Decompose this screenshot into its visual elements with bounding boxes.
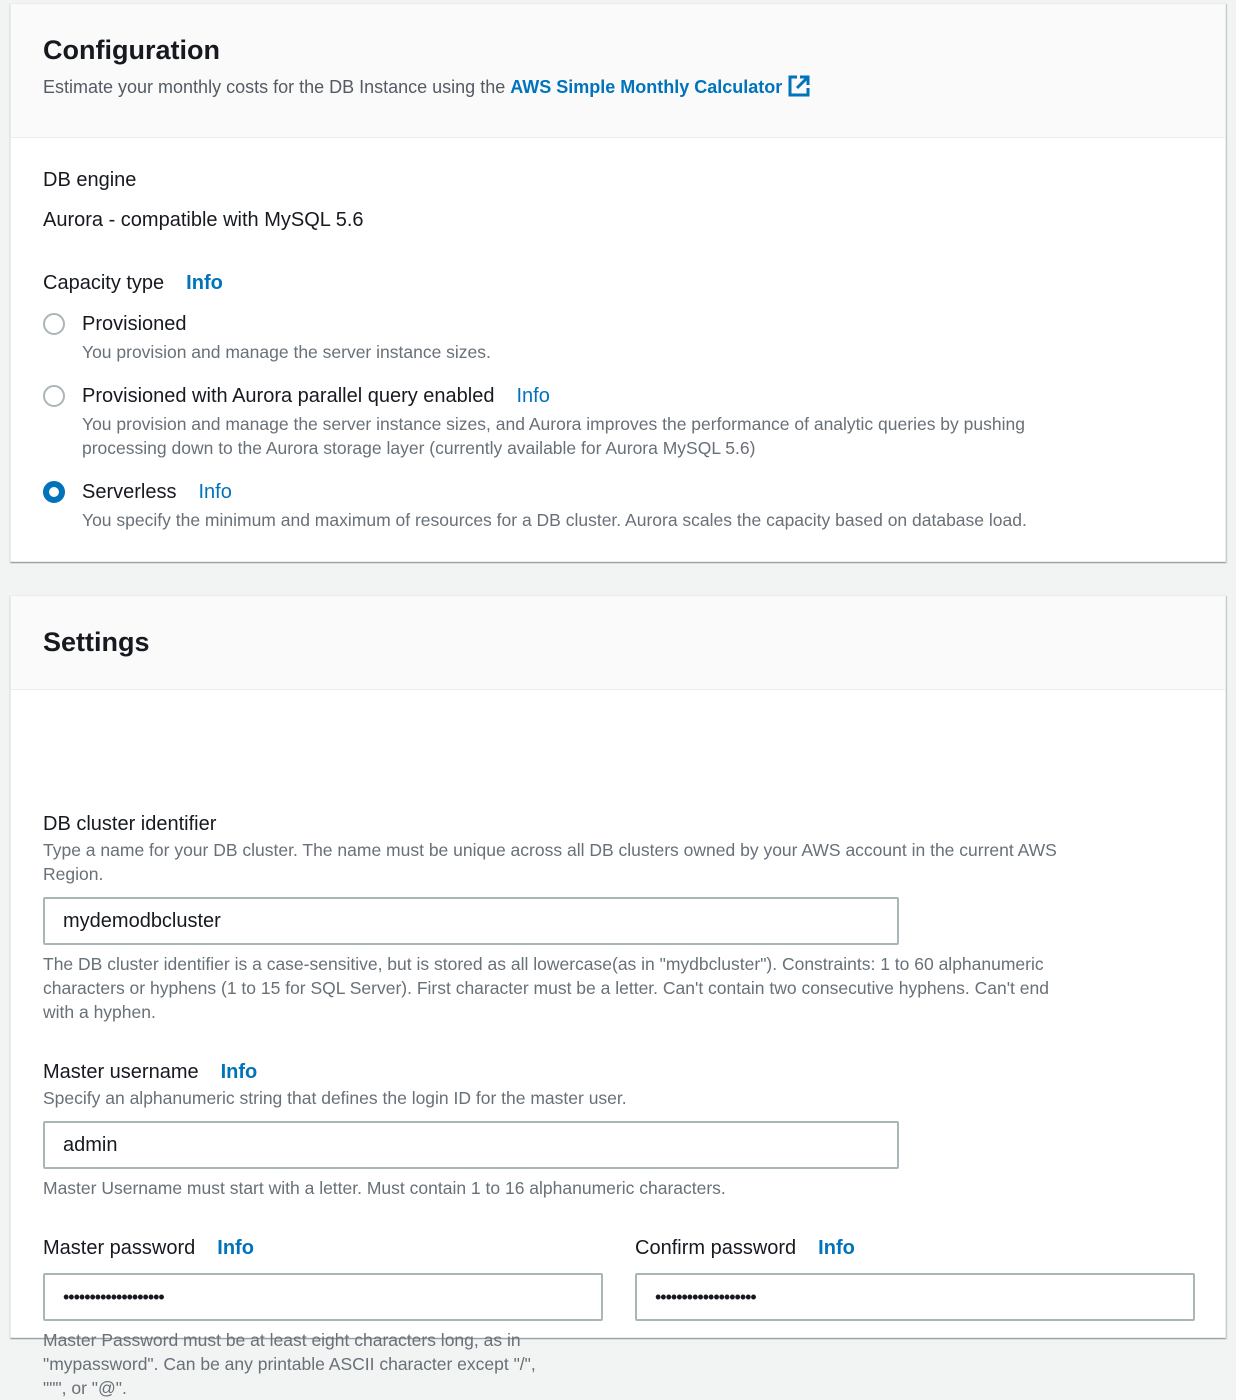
radio-description: You specify the minimum and maximum of resources for a DB cluster. Aurora scales the capacity based on database load. [82,510,1027,530]
master-username-constraint: Master Username must start with a letter. Must contain 1 to 16 alphanumeric characters. [43,1178,726,1198]
calculator-link-label: AWS Simple Monthly Calculator [510,77,783,97]
master-username-input[interactable]: admin [43,1121,899,1169]
radio-label: Provisioned [82,313,187,335]
radio-label-row [82,478,1193,506]
radio-label-row [82,382,1193,410]
settings-title: Settings [43,627,150,657]
master-username-group [43,1058,1193,1110]
master-password-info-link[interactable]: Info [217,1237,254,1259]
confirm-password-info-link[interactable]: Info [818,1237,855,1259]
calculator-link[interactable] [510,77,810,97]
radio-option-parallel-query[interactable] [43,382,1193,460]
cluster-identifier-description-line2: Region. [43,864,104,884]
settings-header [11,596,1225,690]
confirm-password-label-row [635,1234,855,1262]
radio-option-provisioned[interactable] [43,310,491,364]
radio-description: You provision and manage the server instance sizes. [82,342,491,362]
radio-label: Serverless [82,481,177,503]
cluster-identifier-input[interactable]: mydemodbcluster [43,897,899,945]
capacity-type-info-link[interactable]: Info [186,272,223,294]
radio-label: Provisioned with Aurora parallel query enabled [82,385,495,407]
configuration-panel [10,3,1226,562]
master-username-label: Master username [43,1061,199,1083]
radio-button[interactable] [43,313,65,335]
radio-description-line2: processing down to the Aurora storage layer (currently available for Aurora MySQL 5.6) [82,438,756,458]
password-constraint-line1: Master Password must be at least eight characters long, as in [43,1330,521,1350]
radio-button[interactable] [43,385,65,407]
configuration-title: Configuration [43,35,220,65]
db-engine-value: Aurora - compatible with MySQL 5.6 [43,209,364,231]
cluster-identifier-group [43,810,1193,886]
capacity-type-label: Capacity type [43,272,165,294]
radio-option-serverless[interactable] [43,478,1193,532]
settings-panel [10,595,1226,1398]
capacity-type-label-row [43,269,223,297]
password-constraint-line3: """, or "@". [43,1378,127,1398]
master-password-input[interactable]: ••••••••••••••••••• [43,1273,603,1321]
master-username-description: Specify an alphanumeric string that defines the login ID for the master user. [43,1088,627,1108]
master-username-info-link[interactable]: Info [220,1061,258,1083]
master-password-label: Master password [43,1237,196,1259]
db-engine-label: DB engine [43,169,137,191]
master-password-constraints [43,1328,603,1400]
external-link-icon [788,75,810,97]
password-constraint-line2: "mypassword". Can be any printable ASCII character except "/", [43,1354,536,1374]
constraint-line1: The DB cluster identifier is a case-sensitive, but is stored as all lowercase(as in "mydbcluster"). Constraints: 1 to 60 alphanumeric [43,954,1044,974]
constraint-line3: with a hyphen. [43,1002,156,1022]
confirm-password-input[interactable]: ••••••••••••••••••• [635,1273,1195,1321]
description-text: Estimate your monthly costs for the DB Instance using the [43,77,511,97]
constraint-line2: characters or hyphens (1 to 15 for SQL Server). First character must be a letter. Can't contain two consecutive hyphens. Can't end [43,978,1049,998]
master-username-label-row [43,1058,1193,1086]
cluster-identifier-label: DB cluster identifier [43,813,217,835]
radio-button-selected[interactable] [43,481,65,503]
db-engine-group [43,166,364,234]
configuration-header [11,4,1225,138]
serverless-info-link[interactable]: Info [198,481,232,503]
radio-description-line1: You provision and manage the server instance sizes, and Aurora improves the performance of analytic queries by pushing [82,414,1025,434]
confirm-password-label: Confirm password [635,1237,797,1259]
master-password-label-row [43,1234,254,1262]
cluster-identifier-description-line1: Type a name for your DB cluster. The name must be unique across all DB clusters owned by your AWS account in the current AWS [43,840,1057,860]
parallel-query-info-link[interactable]: Info [516,385,550,407]
configuration-description [43,74,1193,100]
cluster-identifier-constraints [43,952,1193,1024]
